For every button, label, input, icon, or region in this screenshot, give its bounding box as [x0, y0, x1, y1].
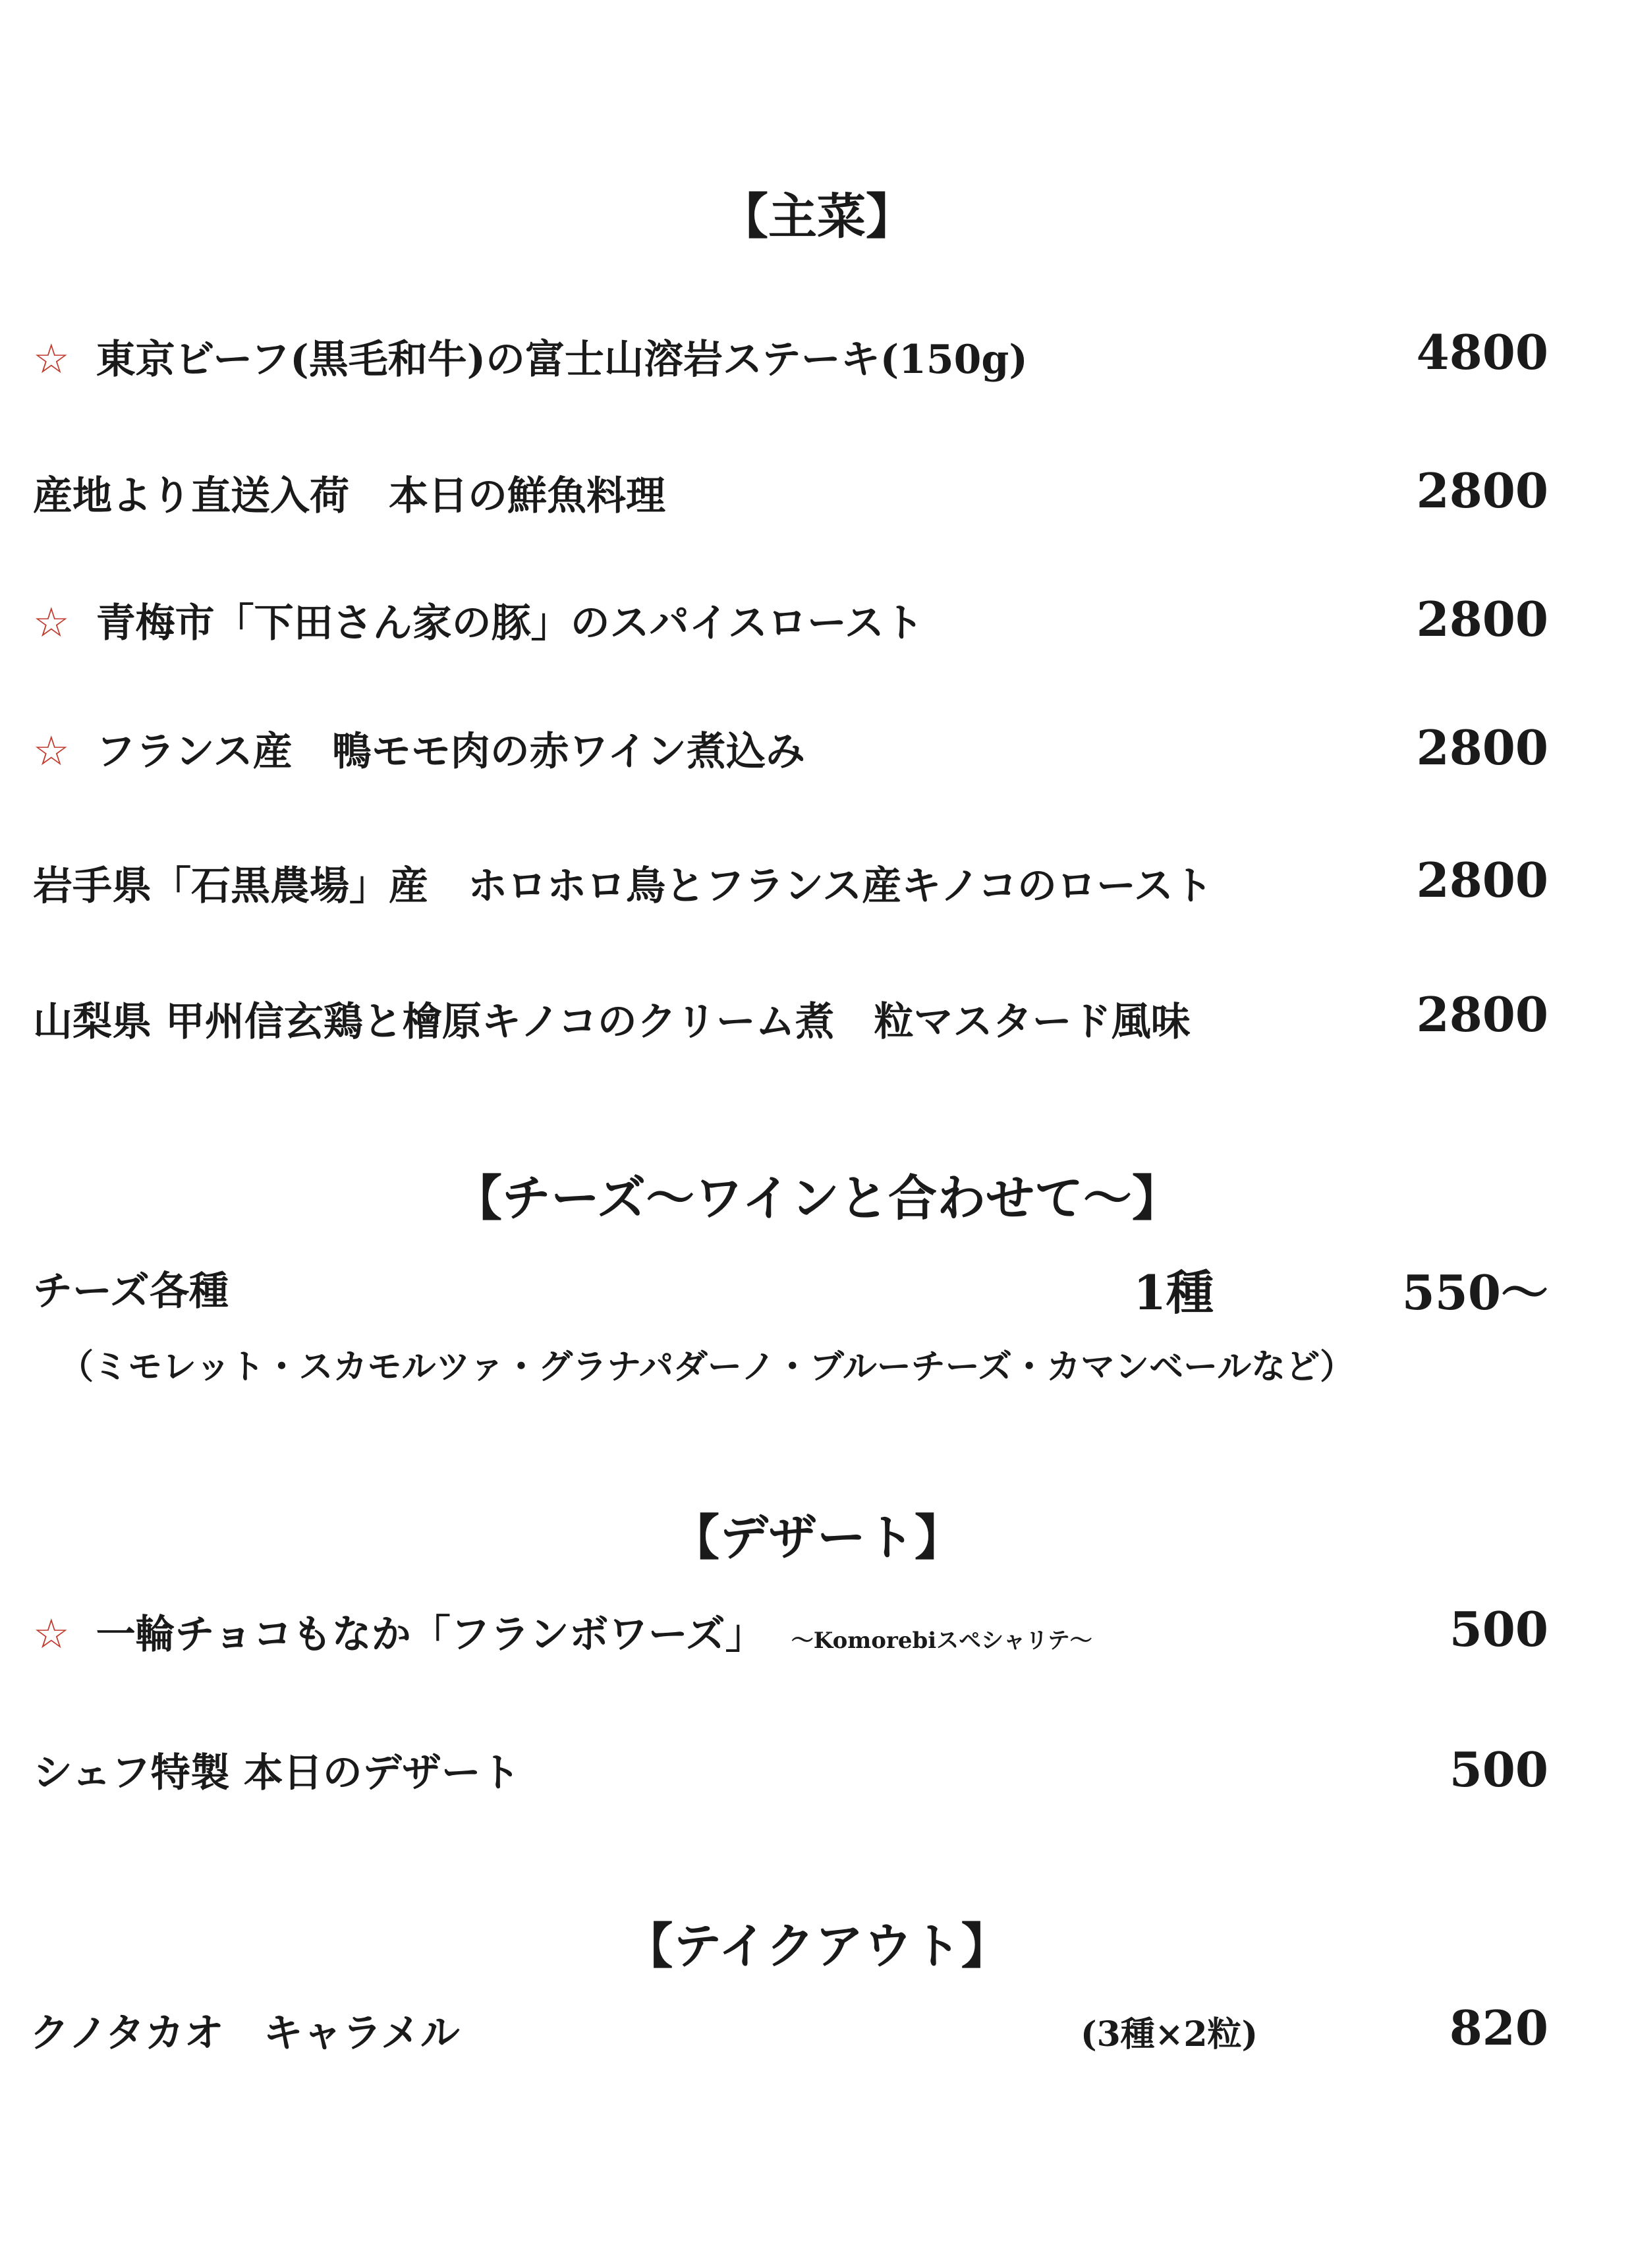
list-item — [33, 1742, 521, 1798]
star-icon: ☆ — [33, 1610, 70, 1658]
item-price: 500 — [1449, 1742, 1548, 1798]
cheese-price: 550〜 — [1401, 1264, 1548, 1320]
takeout-price: 820 — [1449, 2000, 1548, 2056]
item-price: 2800 — [1416, 986, 1548, 1042]
cheese-item-name: チーズ各種 — [33, 1268, 229, 1315]
section-title-dessert: 【デザート】 — [671, 1510, 963, 1566]
cheese-quantity: 1種 — [1133, 1264, 1214, 1320]
list-item — [33, 720, 805, 777]
list-item — [33, 990, 1191, 1047]
item-subtitle: 〜Komorebiスペシャリテ〜 — [791, 1628, 1092, 1654]
star-icon: ☆ — [33, 335, 70, 383]
list-item — [33, 328, 1028, 385]
takeout-quantity: (3種×2粒) — [1081, 2014, 1258, 2055]
item-name: 山梨県 甲州信玄鶏と檜原キノコのクリーム煮 粒マスタード風味 — [33, 999, 1191, 1045]
section-title-takeout: 【テイクアウト】 — [624, 1918, 1010, 1975]
item-price: 2800 — [1416, 591, 1548, 647]
star-icon: ☆ — [33, 727, 70, 775]
list-item — [33, 465, 665, 521]
section-title-main: 【主菜】 — [719, 188, 915, 245]
item-name: 岩手県「石黒農場」産 ホロホロ鳥とフランス産キノコのロースト — [33, 863, 1213, 909]
item-name: シェフ特製 本日のデザート — [33, 1750, 521, 1796]
item-name: 青梅市「下田さん家の豚」のスパイスロースト — [96, 600, 924, 646]
star-icon: ☆ — [33, 598, 70, 646]
item-price: 2800 — [1416, 720, 1548, 776]
item-price: 4800 — [1416, 324, 1548, 380]
list-item — [33, 1603, 1092, 1660]
list-item — [33, 855, 1213, 911]
item-name: 一輪チョコもなか「フランボワーズ」 — [96, 1612, 765, 1658]
section-title-cheese: 【チーズ〜ワインと合わせて〜】 — [453, 1170, 1181, 1227]
item-name: フランス産 鴨モモ肉の赤ワイン煮込み — [96, 729, 805, 775]
item-price: 2800 — [1416, 852, 1548, 908]
item-price: 2800 — [1416, 463, 1548, 519]
cheese-note: （ミモレット・スカモルツァ・グラナパダーノ・ブルーチーズ・カマンベールなど） — [59, 1347, 1355, 1387]
takeout-item-name: クノタカオ キャラメル — [30, 2010, 460, 2056]
item-name: 東京ビーフ(黒毛和牛)の富士山溶岩ステーキ(150g) — [96, 337, 1028, 383]
item-name: 産地より直送入荷 本日の鮮魚料理 — [33, 473, 665, 519]
list-item — [33, 592, 924, 648]
item-price: 500 — [1449, 1601, 1548, 1657]
